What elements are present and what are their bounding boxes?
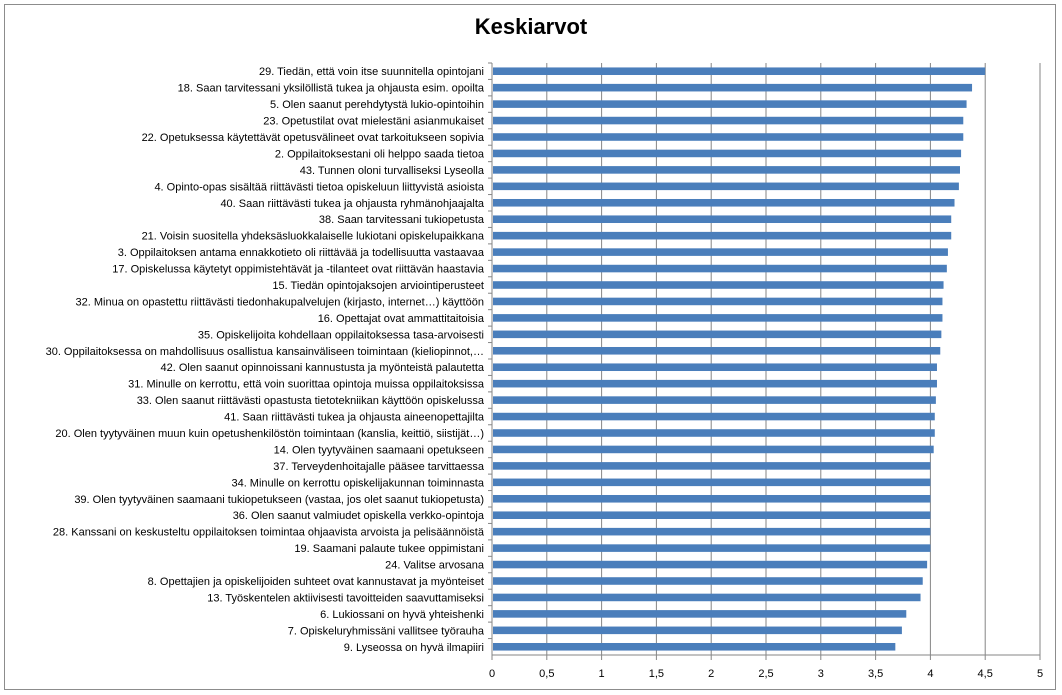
bar [493, 544, 930, 552]
category-label: 4. Opinto-opas sisältää riittävästi tietoa opiskeluun liittyvistä asioista [154, 181, 484, 194]
category-label: 6. Lukiossani on hyvä yhteishenki [320, 608, 484, 621]
category-label: 43. Tunnen oloni turvalliseksi Lyseolla [299, 164, 484, 177]
category-label: 14. Olen tyytyväinen saamaani opetukseen [273, 444, 484, 457]
bar [493, 627, 902, 635]
bar [493, 446, 934, 454]
bar [493, 100, 967, 108]
category-label: 8. Opettajien ja opiskelijoiden suhteet ovat kannustavat ja myönteiset [147, 576, 484, 588]
bar [493, 429, 935, 437]
x-tick-label: 1,5 [648, 668, 665, 680]
category-label: 34. Minulle on kerrottu opiskelijakunnan toiminnasta [231, 477, 484, 490]
bar [493, 166, 960, 174]
category-label: 7. Opiskeluryhmissäni vallitsee työrauha [287, 625, 484, 638]
bar [493, 462, 930, 470]
bar [493, 281, 944, 289]
x-tick-label: 0 [488, 668, 496, 680]
x-tick-label: 3,5 [867, 668, 884, 680]
x-tick-label: 0,5 [539, 668, 555, 680]
bars [493, 67, 985, 650]
category-label: 28. Kanssani on keskusteltu oppilaitoksen toimintaa ohjaavista arvoista ja pelisäännöistä [52, 526, 484, 539]
category-label: 36. Olen saanut valmiudet opiskella verkko-opintoja [232, 510, 484, 523]
bar [493, 528, 930, 536]
x-tick-label: 2 [708, 668, 715, 680]
category-label: 20. Olen tyytyväinen muun kuin opetushenkilöstön toimintaan (kanslia, keittiö, siistijät…) [55, 428, 484, 440]
bar [493, 215, 951, 223]
x-tick-label: 4,5 [977, 668, 993, 680]
chart-title: Keskiarvot [474, 14, 588, 39]
category-label: 13. Työskentelen aktiivisesti tavoitteiden saavuttamiseksi [207, 592, 484, 605]
category-label: 21. Voisin suositella yhdeksäsluokkalaiselle lukiotani opiskelupaikkana [141, 230, 484, 243]
category-label: 33. Olen saanut riittävästi opastusta tietotekniikan käyttöön opiskelussa [136, 395, 484, 408]
category-label: 31. Minulle on kerrottu, että voin suorittaa opintoja muissa oppilaitoksissa [128, 378, 484, 391]
category-label: 29. Tiedän, että voin itse suunnitella opintojani [258, 66, 484, 79]
bar [493, 511, 930, 519]
category-label: 15. Tiedän opintojaksojen arviointiperusteet [272, 280, 484, 292]
category-label: 9. Lyseossa on hyvä ilmapiiri [343, 641, 484, 654]
category-label: 30. Oppilaitoksessa on mahdollisuus osallistua kansainväliseen toimintaan (kieliopinnot,… [45, 345, 484, 358]
x-tick-label: 3 [817, 668, 824, 680]
category-label: 37. Terveydenhoitajalle pääsee tarvittaessa [273, 460, 484, 473]
x-tick-label: 2,5 [758, 668, 774, 680]
bar [493, 314, 942, 322]
bar [493, 265, 947, 273]
bar [493, 380, 937, 388]
bar [493, 396, 936, 404]
category-label: 22. Opetuksessa käytettävät opetusvälineet ovat tarkoitukseen sopivia [141, 132, 484, 144]
category-label: 17. Opiskelussa käytetyt oppimistehtävät ja -tilanteet ovat riittävän haastavia [112, 263, 484, 276]
category-label: 35. Opiskelijoita kohdellaan oppilaitoksessa tasa-arvoisesti [197, 329, 484, 342]
bar [493, 347, 940, 355]
bar [493, 610, 906, 618]
bar [493, 183, 959, 191]
x-tick-label: 1 [598, 668, 605, 680]
bar [493, 331, 941, 339]
category-label: 38. Saan tarvitessani tukiopetusta [318, 214, 484, 227]
category-label: 19. Saamani palaute tukee oppimistani [294, 543, 484, 556]
bar [493, 248, 948, 256]
category-label: 2. Oppilaitoksestani oli helppo saada tietoa [274, 148, 484, 161]
category-label: 42. Olen saanut opinnoissani kannustusta ja myönteistä palautetta [160, 362, 484, 375]
x-tick-labels [489, 668, 1043, 680]
bar [493, 150, 961, 158]
category-label: 24. Valitse arvosana [385, 559, 484, 572]
bar [493, 84, 972, 92]
bar [493, 594, 921, 602]
bar [493, 199, 955, 207]
bar [493, 479, 930, 487]
category-label: 3. Oppilaitoksen antama ennakkotieto oli riittävää ja todellisuutta vastaavaa [117, 247, 484, 260]
bar [493, 577, 923, 585]
bar [493, 133, 963, 141]
bar [493, 495, 930, 503]
category-labels [46, 66, 485, 654]
bar [493, 117, 963, 125]
bar [493, 67, 985, 75]
category-label: 23. Opetustilat ovat mielestäni asianmukaiset [263, 115, 484, 128]
bar [493, 413, 935, 421]
category-label: 18. Saan tarvitessani yksilöllistä tukea ja ohjausta esim. opoilta [177, 82, 484, 95]
category-label: 41. Saan riittävästi tukea ja ohjausta aineenopettajilta [224, 411, 484, 424]
x-tick-label: 5 [1036, 668, 1044, 680]
x-tick-label: 4 [927, 668, 934, 680]
bar [493, 643, 895, 651]
bar [493, 561, 927, 569]
category-label: 16. Opettajat ovat ammattitaitoisia [317, 312, 484, 325]
bar [493, 232, 951, 240]
category-label: 39. Olen tyytyväinen saamaani tukiopetukseen (vastaa, jos olet saanut tukiopetusta) [74, 493, 484, 506]
bar [493, 363, 937, 371]
bar [493, 298, 942, 306]
category-label: 5. Olen saanut perehdytystä lukio-opintoihin [269, 99, 484, 112]
category-label: 32. Minua on opastettu riittävästi tiedonhakupalvelujen (kirjasto, internet…) käyttöön [75, 296, 484, 309]
category-label: 40. Saan riittävästi tukea ja ohjausta ryhmänohjaajalta [220, 197, 484, 210]
